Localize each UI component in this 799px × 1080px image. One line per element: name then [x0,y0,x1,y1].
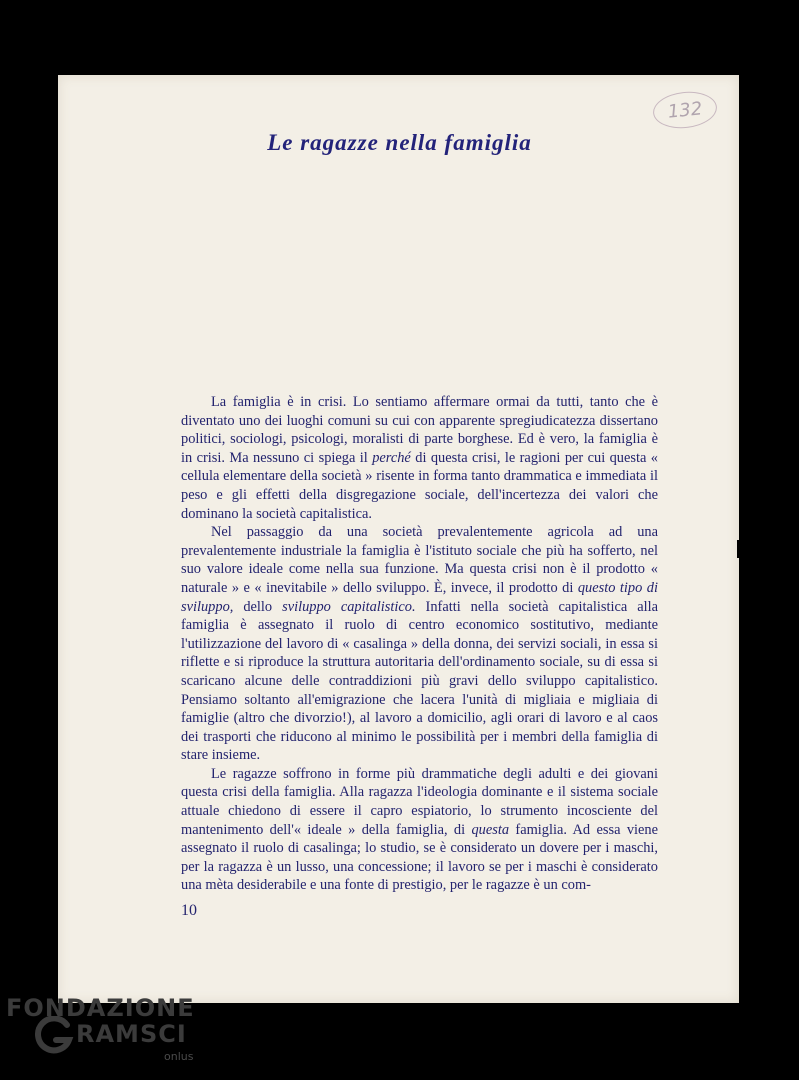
text-run: di questa crisi, le ragioni per cui questa « cellula elementare della società » risente in forma tanto drammatica e immediata il peso e gli effetti della disgregazione sociale, dell'incertezza dei valori che dominano la società capitalistica. [181,449,658,522]
text-run: Le ragazze soffrono in forme più drammatiche degli adulti e dei giovani questa crisi della famiglia. Alla ragazza l'ideologia dominante e il sistema sociale attuale chiedono di essere il capro espiatorio, lo strumento incosciente del mantenimento dell'« ideale » della famiglia, di [181,765,658,838]
text-run: La famiglia è in crisi. Lo sentiamo affermare ormai da tutti, tanto che è diventato uno dei luoghi comuni su cui con apparente spregiudicatezza dissertano politici, sociologi, psicologi, moralisti di parte borghese. Ed è vero, la famiglia è in crisi. Ma nessuno ci spiega il [181,394,658,466]
italic-text-run: questa [471,821,510,838]
page-title: Le ragazze nella famiglia [267,130,532,155]
text-run: Nel passaggio da una società prevalentemente agricola ad una prevalentemente industriale la famiglia è l'istituto sociale che più ha sofferto, nel suo valore ideale come nella sua funzione. Ma questa crisi non è il prodotto « naturale » e « inevitabile » dello sviluppo. È, invece, il prodotto di [181,524,658,596]
gramsci-g-logo-icon [34,1016,74,1056]
italic-text-run: perché [372,449,411,466]
italic-text-run: questo tipo di sviluppo, [181,579,658,615]
watermark-line-2: RAMSCI [76,1020,187,1048]
body-paragraph [181,393,658,523]
binder-mark [737,540,740,558]
fondazione-gramsci-watermark [6,994,206,1074]
text-run: dello [233,598,283,615]
body-paragraph [181,523,658,765]
watermark-line-1: FONDAZIONE [6,994,195,1022]
body-paragraph [181,765,658,895]
text-run: famiglia. Ad essa viene assegnato il ruolo di casalinga; lo studio, se è considerato un dovere per i maschi, per la ragazza è un lusso, una concessione; il lavoro se per i maschi è considerato una mèta desiderabile e una fonte di prestigio, per le ragazze è un com- [181,821,658,894]
text-run: Infatti nella società capitalistica alla famiglia è assegnato il ruolo di centro economico sostitutivo, mediante l'utilizzazione del lavoro di « casalinga » della donna, dei servizi sociali, in essa si riflette e si riproduce la struttura autoritaria dell'ordinamento sociale, su di essa si scaricano alcune delle contraddizioni più gravi dello sviluppo capitalistico. Pensiamo soltanto all'emigrazione che lacera l'unità di migliaia e migliaia di famiglie (altro che divorzio!), al lavoro a domicilio, agli orari di lavoro e al caos dei trasporti che riducono al minimo le possibilità per i membri della famiglia di stare insieme. [181,598,658,764]
watermark-onlus: onlus [164,1050,194,1063]
page-number: 10 [181,902,197,919]
italic-text-run: sviluppo capitalistico. [282,598,416,615]
archive-number: 132 [666,97,704,123]
body-text [181,393,658,895]
